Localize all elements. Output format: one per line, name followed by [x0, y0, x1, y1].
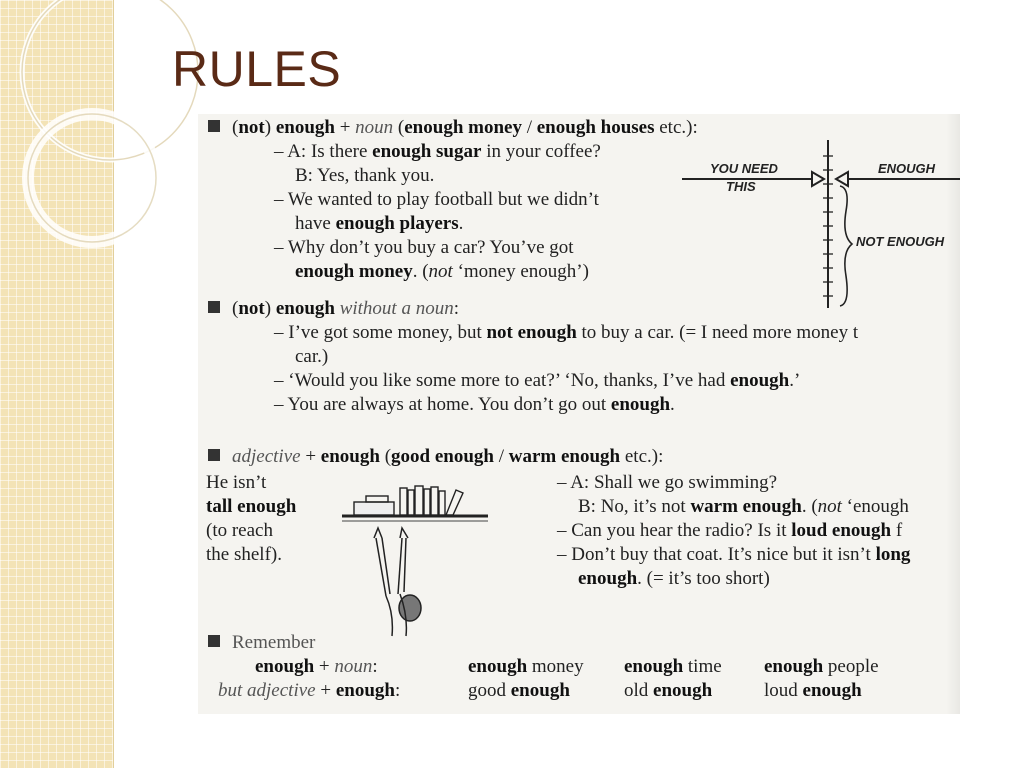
- illustration-caption: He isn’t: [206, 472, 267, 493]
- diagram-label-enough: ENOUGH: [878, 161, 936, 176]
- remember-example: loud enough: [764, 680, 862, 701]
- remember-example: good enough: [468, 680, 570, 701]
- diagram-label-not-enough: NOT ENOUGH: [856, 234, 945, 249]
- example-line: have enough players.: [295, 213, 464, 234]
- bullet-square-icon: [208, 635, 220, 647]
- example-line: – Why don’t you buy a car? You’ve got: [274, 237, 574, 258]
- example-line: – A: Shall we go swimming?: [557, 472, 778, 493]
- example-line: – ‘Would you like some more to eat?’ ‘No, thanks, I’ve had enough.’: [274, 370, 801, 391]
- textbook-page-scan: [198, 114, 960, 714]
- example-line: – A: Is there enough sugar in your coffee?: [274, 141, 601, 162]
- remember-example: enough money: [468, 656, 584, 677]
- illustration-caption: the shelf).: [206, 544, 282, 565]
- remember-rule-noun: enough + noun:: [255, 656, 378, 677]
- remember-heading: Remember: [208, 631, 315, 654]
- remember-rule-adjective: but adjective + enough:: [218, 680, 401, 701]
- example-line: enough. (= it’s too short): [578, 568, 770, 589]
- diagram-label-you-need: YOU NEED: [710, 161, 778, 176]
- bullet-square-icon: [208, 120, 220, 132]
- example-line: B: Yes, thank you.: [295, 165, 435, 186]
- slide-title: RULES: [172, 41, 342, 97]
- example-line: – Can you hear the radio? Is it loud enough f: [557, 520, 903, 541]
- example-line: car.): [295, 346, 329, 367]
- example-line: enough money. (not ‘money enough’): [295, 261, 589, 282]
- example-line: – You are always at home. You don’t go out enough.: [274, 394, 675, 415]
- section-heading-not-enough-noun: (not) enough + noun (enough money / enough houses etc.):: [208, 116, 698, 139]
- shelf-reaching-illustration: [338, 476, 498, 641]
- illustration-caption: (to reach: [206, 520, 273, 541]
- remember-example: enough people: [764, 656, 879, 677]
- section-heading-not-enough-without-noun: (not) enough without a noun:: [208, 297, 459, 320]
- example-line: B: No, it’s not warm enough. (not ‘enough: [578, 496, 909, 517]
- decorative-rings: [0, 0, 200, 260]
- bullet-square-icon: [208, 301, 220, 313]
- illustration-caption: tall enough: [206, 496, 297, 517]
- bullet-square-icon: [208, 449, 220, 461]
- example-line: – We wanted to play football but we didn’t: [274, 189, 599, 210]
- example-line: – I’ve got some money, but not enough to buy a car. (= I need more money t: [274, 322, 859, 343]
- remember-example: old enough: [624, 680, 713, 701]
- example-line: – Don’t buy that coat. It’s nice but it isn’t long: [557, 544, 911, 565]
- diagram-label-this: THIS: [726, 179, 756, 194]
- remember-example: enough time: [624, 656, 722, 677]
- section-heading-adjective-enough: adjective + enough (good enough / warm enough etc.):: [208, 445, 663, 468]
